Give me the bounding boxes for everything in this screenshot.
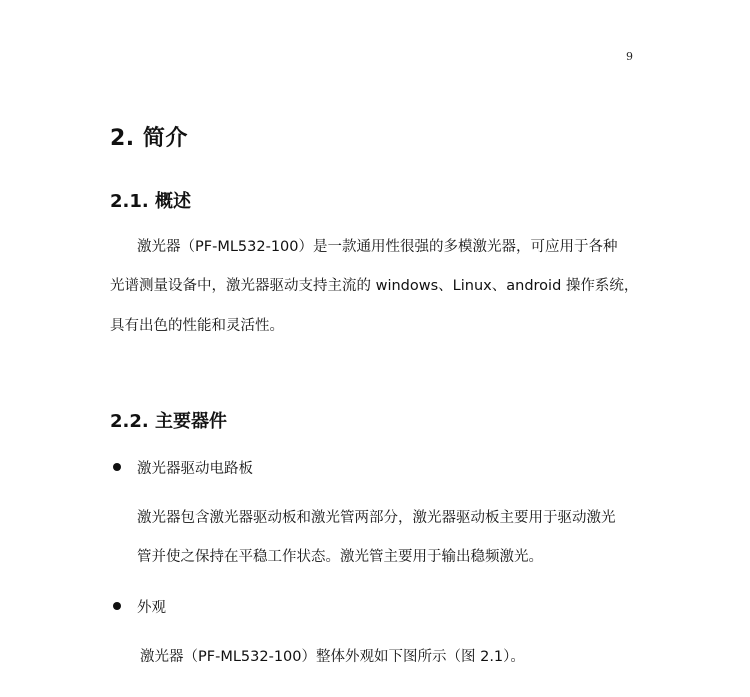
component-item-line: 激光器（PF-ML532-100）整体外观如下图所示（图 2.1）。 [140, 649, 525, 665]
component-item-line: 激光器包含激光器驱动板和激光管两部分，激光器驱动板主要用于驱动激光 [137, 510, 616, 526]
components-heading: 2.2. 主要器件 [110, 411, 227, 432]
component-item-label: 激光器驱动电路板 [137, 461, 253, 477]
overview-heading: 2.1. 概述 [110, 191, 191, 212]
overview-line: 光谱测量设备中，激光器驱动支持主流的 windows、Linux、android 操作系统， [110, 278, 639, 294]
component-item-line: 管并使之保持在平稳工作状态。激光管主要用于输出稳频激光。 [137, 549, 543, 565]
component-item-label: 外观 [137, 600, 166, 616]
bullet-icon [113, 602, 121, 610]
overview-line: 激光器（PF-ML532-100）是一款通用性很强的多模激光器，可应用于各种 [137, 239, 618, 255]
overview-line: 具有出色的性能和灵活性。 [110, 318, 284, 334]
page-number: 9 [626, 50, 633, 63]
section-title: 2. 简介 [110, 126, 188, 151]
bullet-icon [113, 463, 121, 471]
